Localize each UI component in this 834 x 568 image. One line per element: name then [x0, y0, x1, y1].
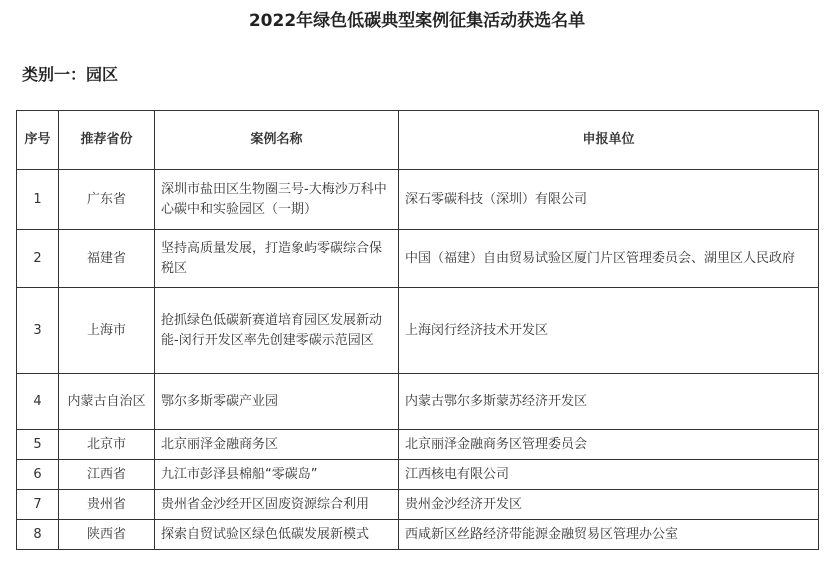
cell-unit: 上海闵行经济技术开发区: [399, 288, 819, 374]
cell-case: 坚持高质量发展，打造象屿零碳综合保税区: [155, 230, 399, 288]
cell-case: 探索自贸试验区绿色低碳发展新模式: [155, 520, 399, 550]
cell-province: 福建省: [59, 230, 155, 288]
table-row: [17, 288, 819, 374]
table-header-row: [17, 111, 819, 170]
cell-unit: 中国（福建）自由贸易试验区厦门片区管理委员会、湖里区人民政府: [399, 230, 819, 288]
cell-case: 抢抓绿色低碳新赛道培育园区发展新动能-闵行开发区率先创建零碳示范园区: [155, 288, 399, 374]
cell-case: 九江市彭泽县棉船“零碳岛”: [155, 460, 399, 490]
cell-no: 1: [17, 170, 59, 230]
header-case: 案例名称: [155, 111, 399, 170]
cell-province: 内蒙古自治区: [59, 374, 155, 430]
cell-province: 江西省: [59, 460, 155, 490]
table-row: [17, 520, 819, 550]
cell-no: 5: [17, 430, 59, 460]
cell-unit: 贵州金沙经济开发区: [399, 490, 819, 520]
cell-case: 北京丽泽金融商务区: [155, 430, 399, 460]
header-province: 推荐省份: [59, 111, 155, 170]
cell-case: 深圳市盐田区生物圈三号-大梅沙万科中心碳中和实验园区（一期）: [155, 170, 399, 230]
cell-no: 8: [17, 520, 59, 550]
cell-unit: 内蒙古鄂尔多斯蒙苏经济开发区: [399, 374, 819, 430]
cell-unit: 江西核电有限公司: [399, 460, 819, 490]
cell-province: 北京市: [59, 430, 155, 460]
table-row: [17, 374, 819, 430]
cell-no: 3: [17, 288, 59, 374]
cell-province: 上海市: [59, 288, 155, 374]
cell-province: 广东省: [59, 170, 155, 230]
table-row: [17, 460, 819, 490]
header-no: 序号: [17, 111, 59, 170]
category-heading: 类别一：园区: [22, 65, 119, 84]
header-unit: 申报单位: [399, 111, 819, 170]
awards-table: [16, 110, 819, 550]
table-row: [17, 490, 819, 520]
cell-case: 鄂尔多斯零碳产业园: [155, 374, 399, 430]
cell-unit: 深石零碳科技（深圳）有限公司: [399, 170, 819, 230]
page-title: 2022年绿色低碳典型案例征集活动获选名单: [248, 11, 586, 31]
cell-unit: 西咸新区丝路经济带能源金融贸易区管理办公室: [399, 520, 819, 550]
cell-no: 6: [17, 460, 59, 490]
table-row: [17, 230, 819, 288]
cell-province: 陕西省: [59, 520, 155, 550]
table-row: [17, 170, 819, 230]
table-row: [17, 430, 819, 460]
cell-no: 4: [17, 374, 59, 430]
cell-no: 2: [17, 230, 59, 288]
cell-unit: 北京丽泽金融商务区管理委员会: [399, 430, 819, 460]
cell-no: 7: [17, 490, 59, 520]
cell-province: 贵州省: [59, 490, 155, 520]
cell-case: 贵州省金沙经开区固废资源综合利用: [155, 490, 399, 520]
